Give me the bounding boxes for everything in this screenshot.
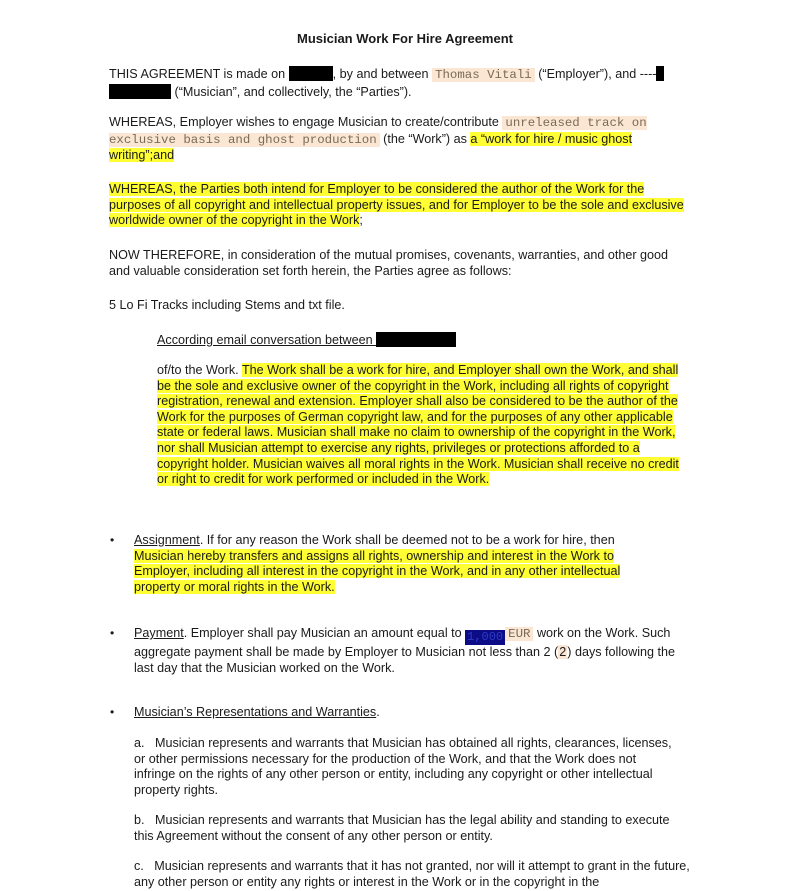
intro-text-2: , by and between (332, 67, 433, 81)
tracks-line: 5 Lo Fi Tracks including Stems and txt file. (109, 298, 345, 312)
work-description-field[interactable]: unreleased track on exclusive basis and ghost production (109, 116, 647, 147)
representation-a: a. Musician represents and warrants that Musician has obtained all rights, clearances, licenses, or other permissions necessary for the production of the Work, and that the Work does not infringe on the rights of any other person or entity, including any copyright or other intellectual property rights. (134, 736, 672, 797)
now-therefore-paragraph: NOW THEREFORE, in consideration of the mutual promises, covenants, warranties, and other good and valuable consideration set forth herein, the Parties agree as follows: (109, 248, 669, 278)
whereas1-text-1: WHEREAS, Employer wishes to engage Musician to create/contribute (109, 115, 503, 129)
assignment-clause (134, 533, 654, 595)
whereas2-tail: ; (359, 213, 363, 228)
whereas1-text-2: (the “Work”) as (379, 131, 471, 146)
work-clause-lead: of/to the Work. (157, 363, 242, 377)
bullet-assignment: • (110, 533, 115, 547)
payment-days-field[interactable]: 2 (559, 645, 567, 659)
work-for-hire-clause (157, 363, 692, 488)
payment-currency-field[interactable]: EUR (505, 627, 533, 641)
whereas-authorship-paragraph (109, 182, 694, 229)
whereas-work-paragraph (109, 115, 694, 164)
payment-clause (134, 626, 689, 676)
redacted-musician-end (656, 66, 664, 81)
email-reference-line (157, 332, 693, 349)
whereas2-highlight: WHEREAS, the Parties both intend for Employer to be considered the author of the Work for the purposes of all copyright and intellectual property issues, and for Employer to be the sole and exclusive worldwide owner of the copyright in the Work (109, 182, 684, 228)
bullet-representations: • (110, 705, 115, 719)
bullet-payment: • (110, 626, 115, 640)
assignment-heading: Assignment (134, 533, 200, 547)
assignment-highlight: Musician hereby transfers and assigns all rights, ownership and interest in the Work to Employer, including all interest in the copyright in the Work, and in any other intellectual property or moral rights in the Work. (134, 548, 621, 594)
representation-c: c. Musician represents and warrants that it has not granted, nor will it attempt to grant in the future, any other person or entity any rights or interest in the Work or in the copyright in the (134, 859, 690, 889)
representations-heading-line (134, 705, 694, 721)
redacted-date (289, 66, 333, 81)
payment-text-1: . Employer shall pay Musician an amount equal to (183, 626, 466, 640)
payment-text-3: ) days following the last day that the Musician worked on the Work. (134, 645, 676, 675)
representations-heading-tail: . (376, 705, 380, 719)
representations-heading: Musician’s Representations and Warranties (134, 705, 377, 719)
intro-text-4: (“Musician”, and collectively, the “Parties”). (171, 84, 412, 99)
representation-b: b. Musician represents and warrants that Musician has the legal ability and standing to execute this Agreement without the consent of any other person or entity. (134, 813, 670, 843)
work-clause-highlight: The Work shall be a work for hire, and Employer shall own the Work, and shall be the sole and exclusive owner of the copyright in the Work, including all rights of copyright registration, renewal and extension. Employer shall also be considered to be the author of the Work for the purposes of German copyright law, and for the purposes of any other applicable state or federal laws. Musician shall make no claim to ownership of the copyright in the Work, nor shall Musician attempt to exercise any rights, privileges or protections afforded to a copyright holder. Musician waives all moral rights in the Work. Musician shall receive no credit or right to credit for work performed or included in the Work. (157, 363, 679, 487)
email-reference-text: According email conversation between (157, 333, 377, 347)
redacted-musician-name (109, 84, 171, 99)
intro-paragraph (109, 66, 699, 100)
document-title: Musician Work For Hire Agreement (297, 31, 513, 46)
payment-text-2: work on the Work. Such aggregate payment shall be made by Employer to Musician not less than 2 ( (134, 626, 671, 659)
work-for-hire-highlight: a “work for hire / music ghost writing”;and (109, 131, 633, 163)
redacted-email-party (376, 332, 456, 347)
payment-heading: Payment (134, 626, 184, 640)
assignment-text: . If for any reason the Work shall be deemed not to be a work for hire, then (199, 533, 615, 547)
employer-name-field[interactable]: Thomas Vitali (432, 68, 535, 82)
intro-text-3: (“Employer”), and ---- (534, 67, 657, 81)
payment-amount-field[interactable]: 1,000 (467, 630, 504, 644)
intro-text-1: THIS AGREEMENT is made on (109, 67, 289, 81)
